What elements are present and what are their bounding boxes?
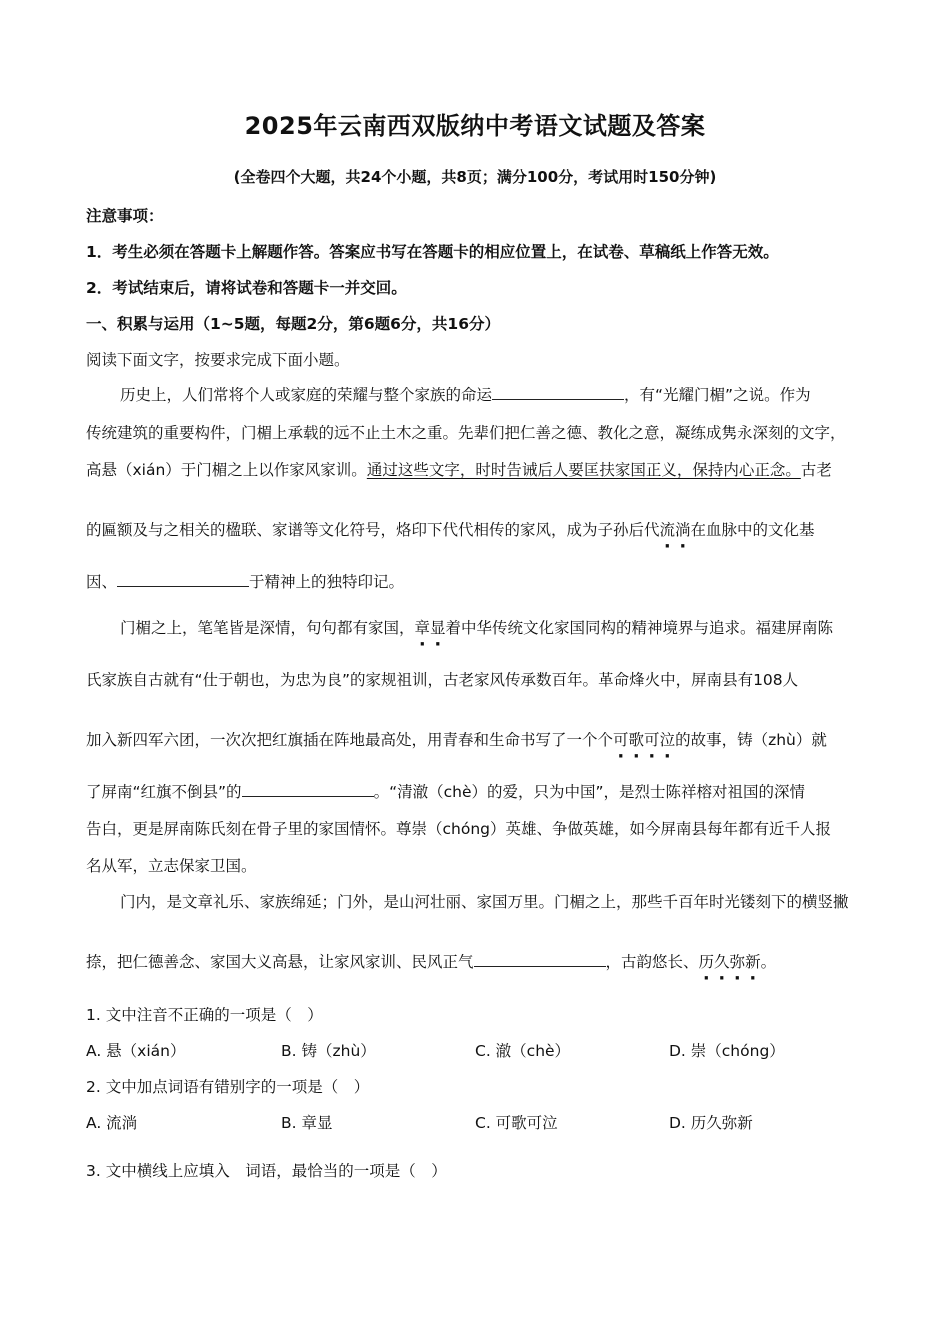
exam-info: (全卷四个大题，共24个小题，共8页；满分100分，考试用时150分钟) [233,168,717,186]
passage-text: 在血脉中的文化基 [690,521,815,539]
dotted-char: 久 [714,953,730,971]
passage-text: ，古韵悠长、 [605,953,699,971]
passage-text: 的故事，铸（zhù）就 [675,731,827,749]
passage-text: 。“清澈（chè）的爱，只为中国”，是烈士陈祥榕对祖国的深情 [373,783,806,801]
passage-line [86,728,827,750]
question-1-option-d: D. 崇（chóng） [669,1042,785,1060]
passage-text: 着中华传统文化家国同构的精神境界与追求。福建屏南陈 [445,619,834,637]
passage-text: 捺，把仁德善念、家国大义高悬，让家风家训、民风正气 [86,953,474,971]
passage-text: ，有“光耀门楣”之说。作为 [624,386,811,404]
underlined-sentence: 通过这些文字，时时告诫后人要匡扶家国正义，保持内心正念。 [366,461,801,479]
fill-blank-1 [492,383,624,400]
passage-line: 名从军，立志保家卫国。 [86,857,257,875]
passage-line: 门内，是文章礼乐、家族绵延；门外，是山河壮丽、家国万里。门楣之上，那些千百年时光镂刻下的横竖撇 [120,893,849,911]
dotted-char: 泣 [659,731,676,749]
passage-line [86,570,404,592]
dotted-char: 可 [613,731,629,749]
passage-line: 告白，更是屏南陈氏刻在骨子里的家国情怀。尊崇（chóng）英雄、争做英雄，如今屏南县每年都有近千人报 [86,820,831,838]
dotted-char: 弥 [729,953,746,971]
fill-blank-4 [474,950,606,967]
question-3-stem: 3. 文中横线上应填入 词语，最恰当的一项是（ ） [86,1162,447,1180]
question-1-option-b: B. 铸（zhù） [281,1042,376,1060]
passage-text: 的匾额及与之相关的楹联、家谱等文化符号，烙印下代代相传的家风，成为子孙后代 [86,521,660,539]
dotted-char: 章 [414,619,431,637]
passage-line [86,616,833,638]
dotted-char: 淌 [675,521,691,539]
question-2-option-b: B. 章显 [281,1114,333,1132]
section-heading: 一、积累与运用（1~5题，每题2分，第6题6分，共16分） [86,315,500,333]
passage-line [86,518,815,540]
passage-text: 加入新四军六团，一次次把红旗插在阵地最高处，用青春和生命书写了一个个 [86,731,614,749]
passage-text: 历史上，人们常将个人或家庭的荣耀与整个家族的命运 [120,386,493,404]
passage-line: 氏家族自古就有“仕于朝也，为忠为良”的家规祖训，古老家风传承数百年。革命烽火中，屏南县有108人 [86,671,799,689]
question-2-option-d: D. 历久弥新 [669,1114,753,1132]
question-1-option-a: A. 悬（xián） [86,1042,186,1060]
notice-heading: 注意事项： [86,207,164,225]
passage-text: 了屏南“红旗不倒县”的 [86,783,242,801]
fill-blank-2 [117,570,249,587]
passage-text: 高悬（xián）于门楣之上以作家风家训。 [86,461,367,479]
question-2-stem: 2. 文中加点词语有错别字的一项是（ ） [86,1078,370,1096]
dotted-char: 可 [644,731,660,749]
dotted-char: 显 [430,619,446,637]
passage-text: 。 [760,953,777,971]
passage-text: 古老 [800,461,832,479]
question-1-stem: 1. 文中注音不正确的一项是（ ） [86,1006,323,1024]
passage-line: 传统建筑的重要构件，门楣上承载的远不止土木之重。先辈们把仁善之德、教化之意，凝练成隽永深刻的文字， [86,424,846,442]
dotted-char: 流 [659,521,676,539]
passage-line [86,780,805,802]
reading-instruction: 阅读下面文字，按要求完成下面小题。 [86,351,350,369]
passage-line [86,383,811,405]
dotted-char: 歌 [628,731,645,749]
fill-blank-3 [242,780,374,797]
question-2-option-a: A. 流淌 [86,1114,138,1132]
notice-item-1: 1．考生必须在答题卡上解题作答。答案应书写在答题卡的相应位置上，在试卷、草稿纸上作答无效。 [86,243,779,261]
notice-item-2: 2．考试结束后，请将试卷和答题卡一并交回。 [86,279,407,297]
dotted-char: 历 [698,953,715,971]
passage-text: 门楣之上，笔笔皆是深情，句句都有家国， [120,619,415,637]
passage-text: 因、 [86,573,118,591]
page-title: 2025年云南西双版纳中考语文试题及答案 [244,112,706,140]
dotted-char: 新 [745,953,761,971]
passage-line [86,458,832,480]
question-1-option-c: C. 澈（chè） [475,1042,571,1060]
question-2-option-c: C. 可歌可泣 [475,1114,558,1132]
passage-line [86,950,776,972]
passage-text: 于精神上的独特印记。 [249,573,405,591]
